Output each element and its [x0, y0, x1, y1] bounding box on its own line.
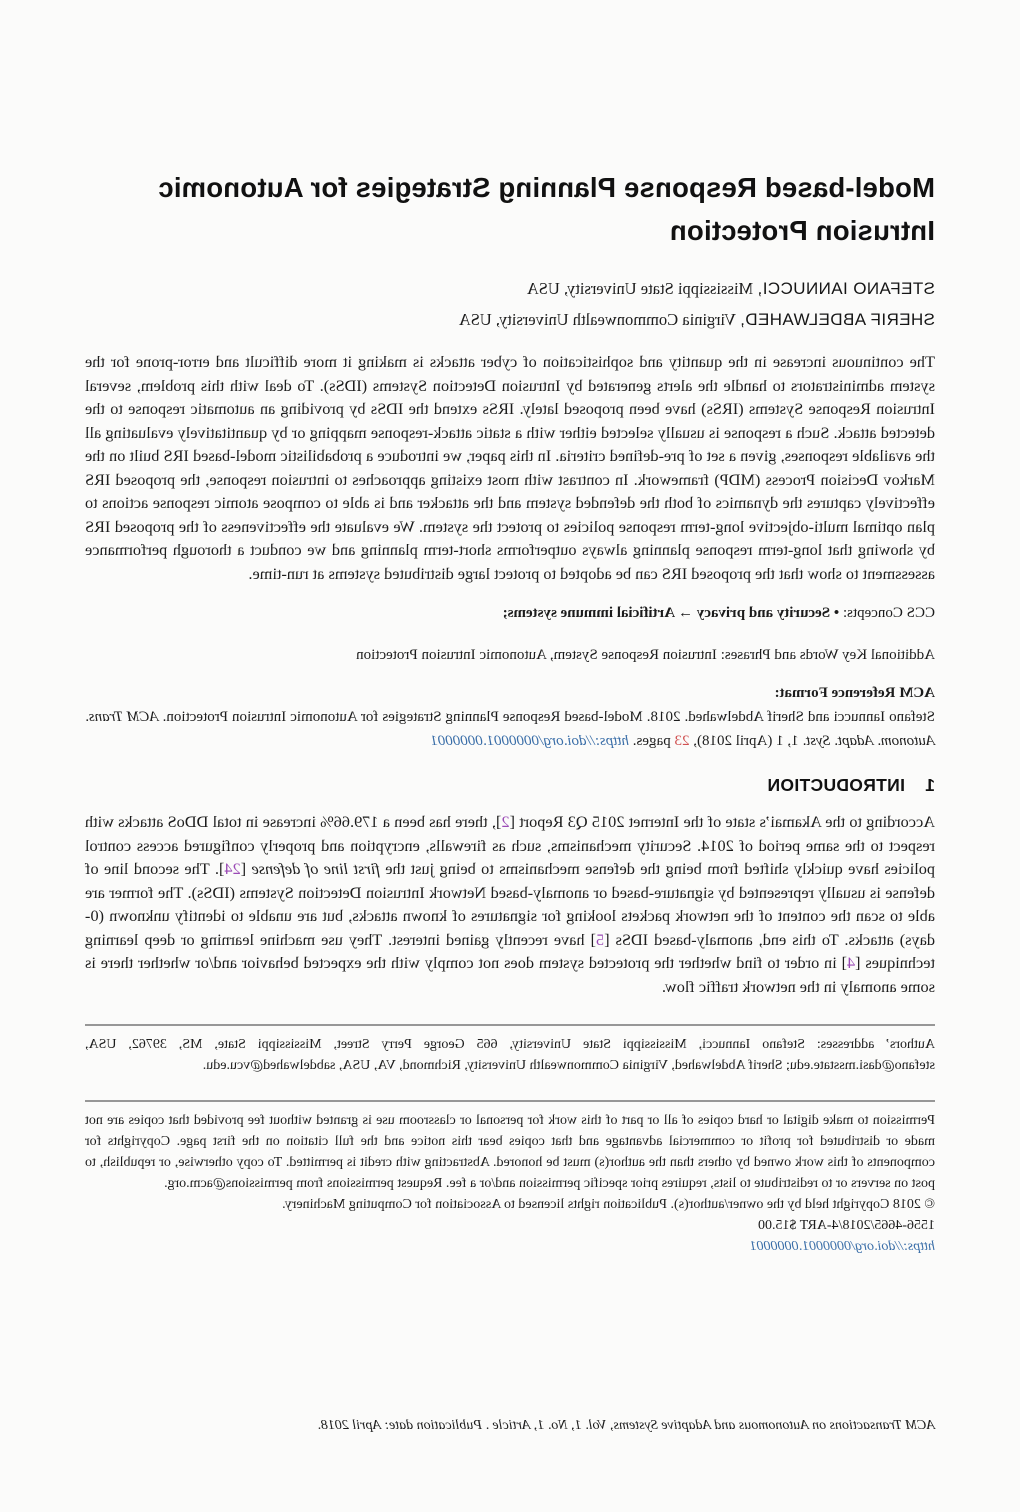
author-line [85, 305, 935, 336]
section-number: 1 [924, 775, 935, 795]
paper-title: Model-based Response Planning Strategies for Autonomic Intrusion Protection [158, 172, 935, 246]
ccs-content: • Security and privacy → Artificial immune systems; [502, 605, 840, 621]
authors-addresses-footnote: Authors’ addresses: Stefano Iannucci, Mississippi State University, 665 George Perry Street, Mississippi State, MS, 39762, USA, stefano@dasi.msstate.edu; Sherif Abdelwahed, Virginia Commonwealth University, Richmond, VA, USA, sabdelwahed@vcu.edu. [85, 1037, 935, 1073]
footnote-separator [85, 1100, 935, 1102]
keywords-content: Intrusion Response System, Autonomic Intrusion Protection [356, 647, 717, 663]
section-heading [85, 775, 935, 796]
citation-link[interactable]: 2 [501, 812, 510, 831]
citation-link[interactable]: 5 [596, 929, 605, 949]
intro-text: ] in order to find whether the protected system does not comply with the expected behavior and/or whether there is some anomaly in the network traffic flow. [85, 953, 935, 996]
intro-text: [ [240, 859, 252, 878]
citation-link[interactable]: 4 [846, 953, 856, 972]
reference-pages-count[interactable]: 23 [674, 733, 690, 749]
keywords-label: Additional Key Words and Phrases: [716, 647, 935, 663]
intro-text: ] have recently gained interest. They use machine learning or deep learning techniques [ [85, 929, 935, 972]
page-content [85, 0, 935, 1257]
author-affiliation: Virginia Commonwealth University, USA [458, 310, 740, 329]
author-name: SHERIF ABDELWAHED, [739, 310, 935, 329]
emphasis-first-line-of-defense: first line of defense [251, 859, 380, 878]
reference-text: pages. [629, 733, 675, 749]
reference-text: Stefano Iannucci and Sherif Abdelwahed. 2018. Model-based Response Planning Strategies for Autonomic Intrusion Protection. [158, 709, 935, 725]
permission-footnote: Permission to make digital or hard copies of all or part of this work for personal or classroom use is granted without fee provided that copies are not made or distributed for profit or commercial advantage and that copies bear this notice and the full citation on the first page. Copyrights for components of this work owned by others than the author(s) must be honored. Abstracting with credit is permitted. To copy otherwise, or republish, to post on servers or to redistribute to lists, requires prior specific permission and/or a fee. Request permissions from permissions@acm.org. [85, 1113, 935, 1191]
reference-doi-link[interactable]: https://doi.org/0000001.0000001 [430, 733, 630, 749]
acm-reference-body [85, 705, 935, 753]
author-line [85, 274, 935, 305]
footnote-separator [85, 1024, 935, 1026]
section-title: INTRODUCTION [767, 775, 905, 795]
reference-journal: ACM Trans. Autonom. Adapt. Syst. [84, 709, 935, 749]
authors-block [85, 274, 935, 336]
journal-footer: ACM Transactions on Autonomous and Adaptive Systems, Vol. 1, No. 1, Article . Publication date: April 2018. [317, 1418, 935, 1433]
reference-text: 1, 1 (April 2018), [689, 733, 803, 749]
abstract-paragraph: The continuous increase in the quantity and sophistication of cyber attacks is making it more difficult and error-prone for the system administrators to handle the alerts generated by Intrusion Detection Systems (IDSs). To deal with this problem, several Intrusion Response Systems (IRSs) have been proposed lately. IRSs extend the IDSs by providing an automatic response to the detected attack. Such a response is usually selected either with a static attack-response mapping or by quantitatively evaluating all the available responses, given a set of pre-defined criteria. In this paper, we introduce a probabilistic model-based IRS built on the Markov Decision Process (MDP) framework. In contrast with most existing approaches to intrusion response, the proposed IRS effectively captures the dynamics of both the defended system and the attacker and is able to compose atomic response actions to plan optimal multi-objective long-term response policies to protect the system. We evaluate the effectiveness of the proposed IRS by showing that long-term response planning always outperforms short-term planning and we conduct a thorough performance assessment to show that the proposed IRS can be adopted to protect large distributed systems at run-time. [85, 352, 935, 583]
intro-text: ]. The second line of defense is usually represented by signature-based or anomaly-based Network Intrusion Detection Systems (IDSs). The former are able to scan the content of the network packets looking for signatures of known attacks, but are unable to identify unknown (0-days) attacks. To this end, anomaly-based IDSs [ [85, 859, 935, 949]
ccs-concepts-line [85, 601, 935, 625]
intro-paragraph [85, 810, 935, 998]
author-affiliation: Mississippi State University, USA [526, 279, 758, 298]
citation-link[interactable]: 24 [224, 859, 241, 878]
acm-reference-label: ACM Reference Format: [774, 685, 935, 701]
author-name: STEFANO IANNUCCI, [757, 279, 935, 298]
keywords-line [85, 643, 935, 667]
intro-text: According to the Akamai’s state of the Internet 2015 Q3 Report [ [509, 812, 935, 831]
issn-price-line: 1556-4665/2018/4-ART $15.00 [757, 1218, 935, 1233]
ccs-label: CCS Concepts: [839, 605, 935, 621]
intro-text: ], there has been a 179.66% increase in total DDoS attacks with respect to the same period of 2014. Security mechanisms, such as firewalls, encryption and properly configured access control policies have quickly shifted from being the defense mechanisms to being just the [84, 812, 935, 878]
copyright-line: © 2018 Copyright held by the owner/author(s). Publication rights licensed to Association for Computing Machinery. [282, 1197, 935, 1212]
doi-line [85, 1236, 935, 1257]
footnote-doi-link[interactable]: https://doi.org/0000001.0000001 [749, 1239, 935, 1254]
